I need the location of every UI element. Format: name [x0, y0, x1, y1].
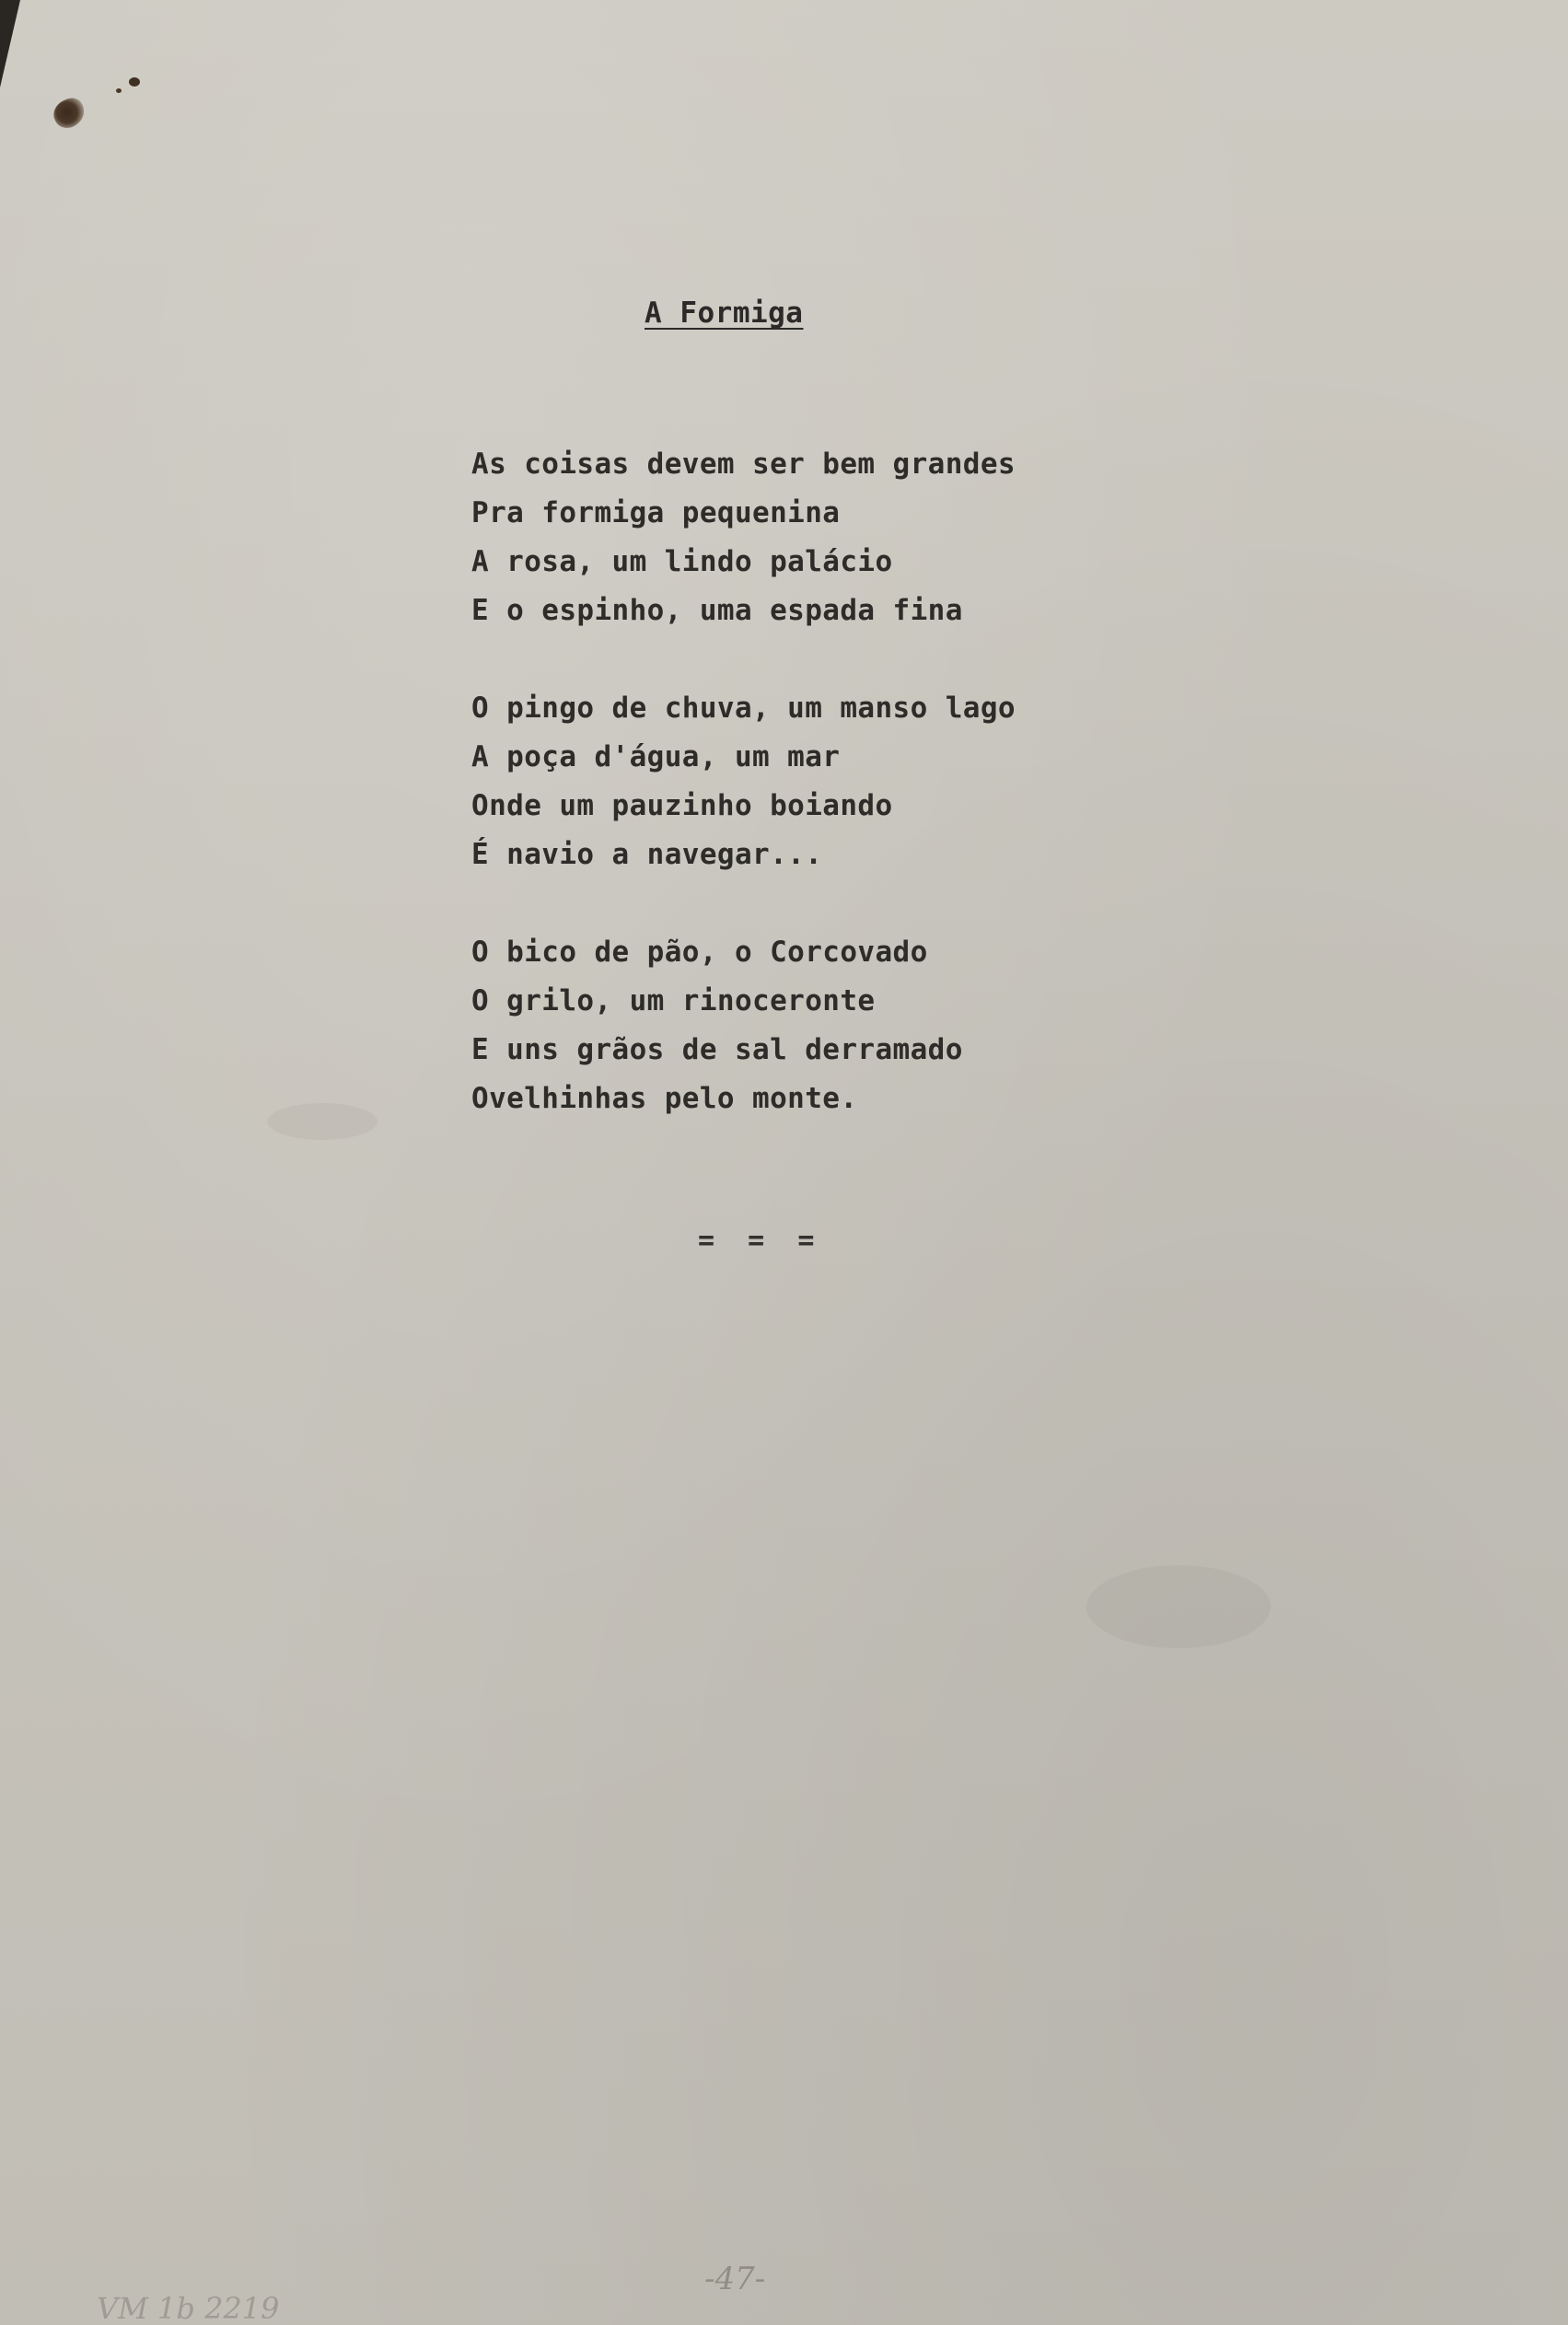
- ink-dot: [129, 77, 140, 87]
- poem-line: E uns grãos de sal derramado: [471, 1033, 963, 1066]
- stanza: [471, 928, 1016, 1123]
- archive-mark: VM 1b 2219: [97, 2291, 280, 2325]
- ink-stain: [49, 94, 88, 133]
- torn-corner: [0, 0, 20, 87]
- poem-line: O bico de pão, o Corcovado: [471, 936, 928, 969]
- poem-line: Pra formiga pequenina: [471, 496, 841, 529]
- poem-body: [471, 440, 1016, 1172]
- poem-line: A rosa, um lindo palácio: [471, 545, 893, 578]
- poem-line: Onde um pauzinho boiando: [471, 789, 893, 822]
- poem-line: A poça d'água, um mar: [471, 740, 841, 773]
- poem-line: As coisas devem ser bem grandes: [471, 448, 1016, 481]
- ink-dot: [116, 88, 122, 93]
- poem-line: E o espinho, uma espada fina: [471, 594, 963, 627]
- poem-title: A Formiga: [645, 296, 804, 330]
- section-separator: = = =: [698, 1225, 815, 1257]
- stanza: [471, 684, 1016, 879]
- poem-line: É navio a navegar...: [471, 838, 823, 871]
- poem-line: O grilo, um rinoceronte: [471, 984, 876, 1017]
- page-number: -47-: [704, 2261, 766, 2297]
- paper-smudge: [1086, 1565, 1271, 1648]
- paper-smudge: [267, 1103, 377, 1140]
- stanza: [471, 440, 1016, 635]
- poem-line: Ovelhinhas pelo monte.: [471, 1082, 858, 1115]
- poem-line: O pingo de chuva, um manso lago: [471, 692, 1016, 725]
